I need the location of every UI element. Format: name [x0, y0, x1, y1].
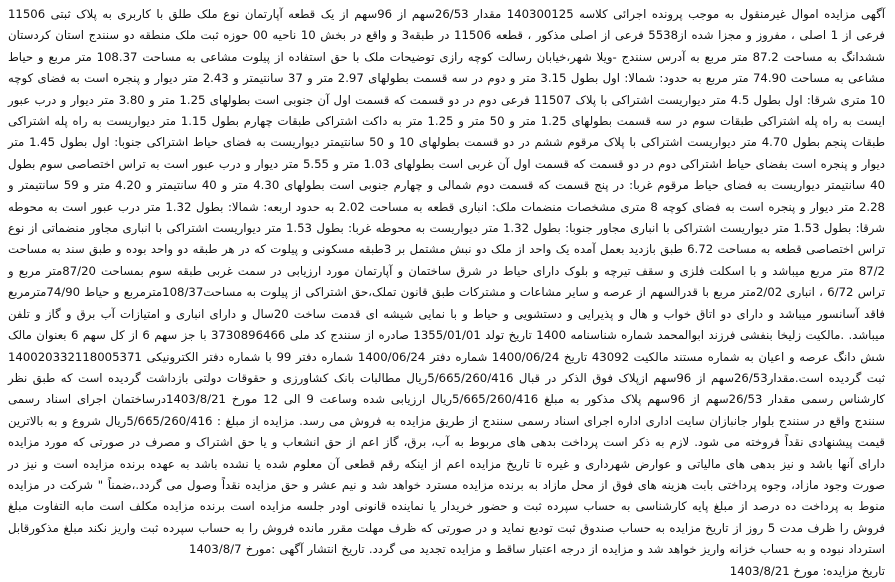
auction-date-line: تاریخ مزایده: مورخ 1403/8/21 — [729, 563, 885, 578]
notice-body-text: آگهی مزایده اموال غیرمنقول به موجب پرونده اجرائی کلاسه 140300125 مقدار 26/53سهم از 96سهم از یک قطعه آپارتمان نوع ملک طلق با کاربری به پلاک ثبتی 11506 فرعی از 1 اصلی ، مفروز و مجزا شده از5538 فرعی از اصلی مذکور ، قطعه 11506 در طبقه3 و واقع در بخش 10 ناحیه 00 حوزه ثبت ملک منطقه دو سنندج استان کردستان ششدانگ به مساحت 87.2 متر مربع به آدرس سنندج -ویلا شهر،خیابان رسالت کوچه رازی توضیحات ملک با حق استفاده از پیلوت مشاعی به مساحت 108.37 متر مربع و حیاط مشاعی به مساحت 74.90 متر مربع به حدود: شمالا: اول بطول 3.15 متر و دوم در سه قسمت بطولهای 2.97 متر و 37 سانتیمتر و 2.43 متر دیوار و پنجره است به فضای کوچه 10 متری شرقا: اول بطول 4.5 متر دیواریست اشتراکی با پلاک 11507 فرعی دوم در دو قسمت که قسمت اول آن جنوبی است بطولهای 1.25 متر و 3.80 متر دیوار و درب عبور ایست به راه پله اشتراکی طبقات سوم در سه قسمت بطولهای 1.25 متر و 50 متر و 1.25 متر به داکت اشتراکی طبقات چهارم بطول 1.15 متر دیواریست به راه پله اشتراکی طبقات پنجم بطول 4.70 متر دیواریست اشتراکی با پلاک مرقوم ششم در دو قسمت بطولهای 10 و 50 سانتیمتر دیواریست به فضای حیاط اشتراکی جنوبا: اول بطول 1.45 متر دیوار و پنجره است بفضای حیاط اشتراکی دوم در دو قسمت که قسمت اول آن غربی است بطولهای 1.03 متر و 5.55 متر دیوار و درب عبور است به تراس اختصاصی سوم بطول 40 سانتیمتر دیواریست به فضای حیاط مرقوم غربا: در پنج قسمت که قسمت دوم شمالی و چهارم جنوبی است بطولهای 4.30 متر و 40 سانتیمتر و 4.20 متر و 59 سانتیمتر و 2.28 متر دیوار و پنجره است به فضای کوچه 8 متری مشخصات منضمات ملک: انباری قطعه به مساحت 2.02 به حدود اربعه: شمالا: بطول 1.32 متر درب عبور است به محوطه شرقا: بطول 1.53 متر دیواریست اشتراکی با انباری مجاور جنوبا: بطول 1.32 متر دیواریست به محوطه غربا: بطول 1.53 متر دیواریست اشتراکی با انباری مجاور منضماتی از نوع تراس اختصاصی قطعه به مساحت 6.72 طبق بازدید بعمل آمده یک واحد از ملک دو نبش مشتمل بر 3طبقه مسکونی و پیلوت که در هر طبقه دو واحد بوده و طبق سند به مساحت 87/2 متر مربع میباشد و با اسکلت فلزی و سقف تیرچه و بلوک دارای حیاط در شرق ساختمان و آپارتمان مورد ارزیابی در سمت غربی طبقه سوم بمساحت 87/20متر مربع و تراس 6/72 ، انباری 2/02متر مربع با قدرالسهم از عرصه و سایر مشاعات و مشترکات طبق قانون تملک،حق اشتراکی از پیلوت به مساحت108/37مترمربع و حیاط 74/90مترمربع فاقد آسانسور میباشد و دارای دو اتاق خواب و هال و پذیرایی و دستشویی و حیاط و با نمایی شیشه ای قدمت ساخت 20سال و دارای انباری و امتیازات آب برق و گاز و تلفن میباشد. .مالکیت زلیخا بنفشی فرزند ابوالمحمد شماره شناسنامه 1400 تاریخ تولد 1355/01/01 صادره از سنندج کد ملی 3730896466 با جز سهم 6 از کل سهم 6 بعنوان مالک شش دانگ عرصه و اعیان به شماره مستند مالکیت 43092 تاریخ 1400/06/24 شماره دفتر 1400/06/24 شماره دفتر 99 با شماره دفتر الکترونیکی 140020332118005371 ثبت گردیده است.مقدار26/53سهم از 96سهم ازپلاک فوق الذکر در قبال 5/665/260/416ریال مطالبات بانک کشاورزی و حقوقات دولتی بازداشت گردیده است که طبق نظر کارشناس رسمی مقدار 26/53سهم از 96سهم پلاک مذکور به مبلغ 5/665/260/416ریال ارزیابی شده وساعت 9 الی 12 مورخ 1403/8/21درساختمان اجرای اسناد رسمی سنندج واقع در سنندج بلوار جانبازان سایت اداری اداره اجرای اسناد رسمی سنندج از طریق مزایده به فروش می رسد. مزایده از مبلغ : 5/665/260/416ریال شروع و به بالاترین قیمت پیشنهادی نقداً فروخته می شود. لازم به ذکر است پرداخت بدهی های مربوط به آب، برق، گاز اعم از حق انشعاب و یا حق اشتراک و مصرف در صورتی که مورد مزایده دارای آنها باشد و نیز بدهی های مالیاتی و عوارض شهرداری و غیره تا تاریخ مزایده اعم از اینکه رقم قطعی آن معلوم شده یا نشده باشد به عهده برنده مزایده است و نیز در صورت وجود مازاد، وجوه پرداختی بابت هزینه های فوق از محل مازاد به برنده مزایده مسترد خواهد شد و نیم عشر و حق مزایده نقداً وصول می گردد.،ضمناً " شرکت در مزایده منوط به پرداخت ده درصد از مبلغ پایه کارشناسی به حساب سپرده ثبت و حضور خریدار یا نماینده قانونی اودر جلسه مزایده است برنده مزایده مکلف است مابه التفاوت مبلغ فروش را ظرف مدت 5 روز از تاریخ مزایده به حساب صندوق ثبت تودیع نماید و در صورتی که ظرف مهلت مقرر مانده فروش را به حساب سپرده ثبت واریز نکند مبلغ مذکورقابل استرداد نبوده و به حساب خزانه واریز خواهد شد و مزایده از درجه اعتبار ساقط و مزایده تجدید می گردد. تاریخ انتشار آگهی :مورخ 1403/8/7 — [8, 7, 886, 557]
